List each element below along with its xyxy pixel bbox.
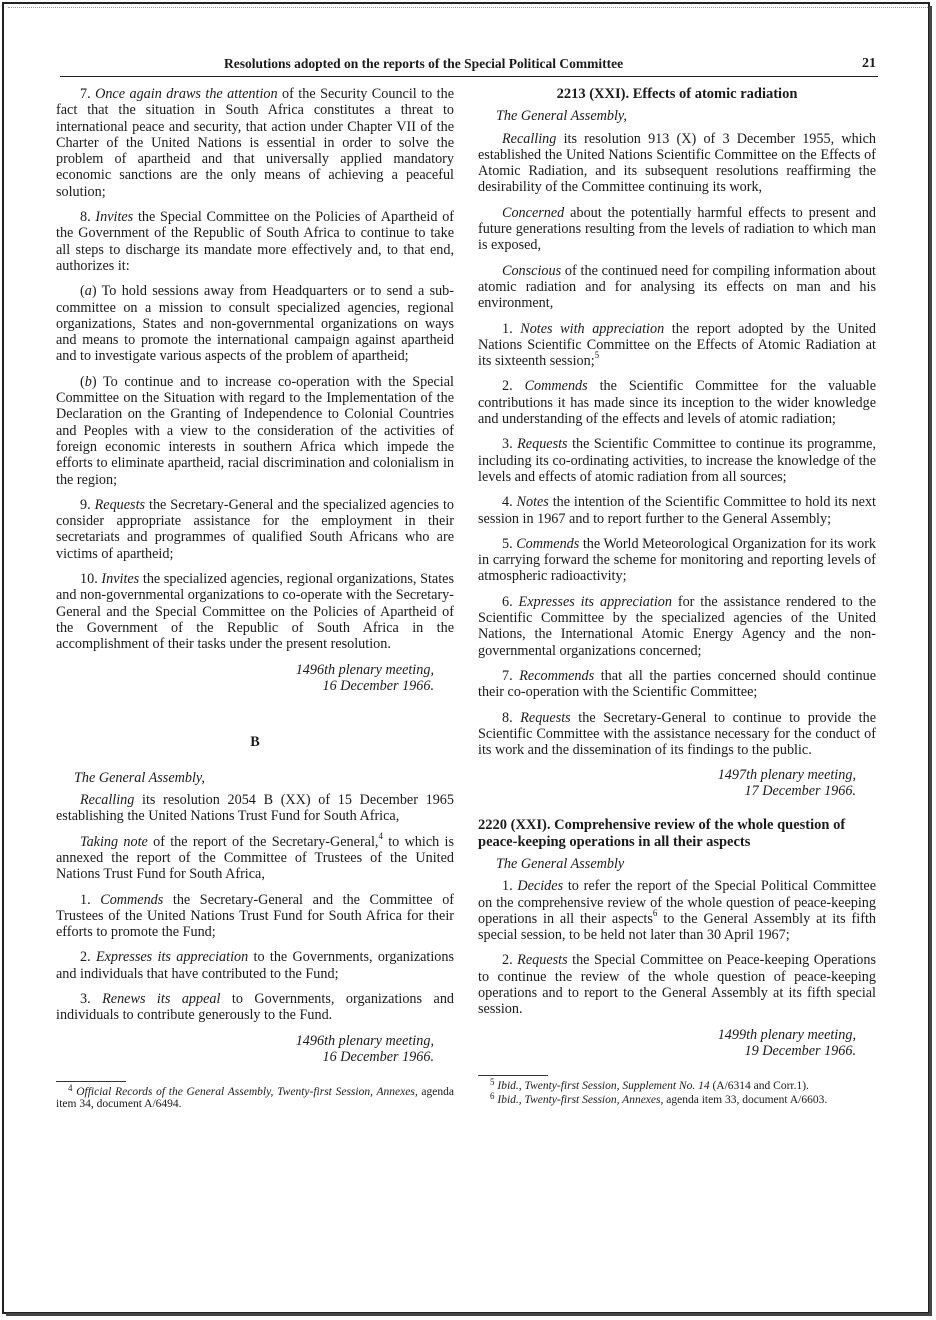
paragraph-2213-4: 4. Notes the intention of the Scientific Committee to hold its next session in 1967 and to report further to the General Assembly;: [478, 494, 876, 527]
general-assembly-2220: The General Assembly: [496, 855, 625, 872]
meeting-1496-a: 1496th plenary meeting, 16 December 1966.: [295, 661, 434, 694]
subparagraph-b: (b) To continue and to increase co-operation with the Special Committee on the Situation with regard to the Implementation of the Declaration on the Granting of Independence to Colonial Countries and Peoples with a view to the consideration of the activities of foreign economic interests in southern Africa which impede the efforts to eliminate apartheid, racial discrimination and colonialism in the region;: [56, 373, 454, 488]
footnote-6: $^6$ Ibid., Twenty-first Session, Annexes, agenda item 33, document A/6603.: [490, 1091, 828, 1107]
paragraph-2220-1: 1. Decides to refer the report of the Special Political Committee on the comprehensive review of the whole question of peace-keeping operations in all their aspects$^6$ to the General Assembly at its fifth special session, to be held not later than 30 April 1967;: [478, 878, 877, 944]
general-assembly-2213: The General Assembly,: [496, 108, 627, 125]
paragraph-b2: 2. Expresses its appreciation to the Governments, organizations and individuals that have contributed to the Fund;: [56, 949, 455, 982]
resolution-2213-title: 2213 (XXI). Effects of atomic radiation: [556, 86, 798, 102]
paragraph-7: 7. Once again draws the attention of the Security Council to the fact that the situation in South Africa constitutes a threat to international peace and security, that action under Chapter VII of the Charter of the United Nations is essential in order to solve the problem of apartheid and that universally applied mandatory economic sanctions are the only means of achieving a peaceful solution;: [56, 86, 454, 200]
taking-note-b: Taking note of the report of the Secretary-General,$^4$ to which is annexed the report of the Committee of Trustees of the United Nations Trust Fund for South Africa,: [56, 830, 454, 883]
running-title: Resolutions adopted on the reports of the Special Political Committee: [224, 56, 624, 71]
paragraph-10: 10. Invites the specialized agencies, regional organizations, States and non-governmental organizations to co-operate with the Secretary-General and the Special Committee on the Policies of Apartheid of the Government of the Republic of South Africa in the accomplishment of their tasks under the present resolution.: [56, 571, 454, 653]
recalling-b: Recalling its resolution 2054 B (XX) of 15 December 1965 establishing the United Nations Trust Fund for South Africa,: [56, 792, 454, 825]
footnote-4: $^4$ Official Records of the General Assembly, Twenty-first Session, Annexes, agenda item 34, document A/6494.: [56, 1082, 454, 1111]
scan-edge-line: [8, 7, 928, 8]
meeting-1499: 1499th plenary meeting, 19 December 1966.: [717, 1026, 856, 1059]
paragraph-2213-6: 6. Expresses its appreciation for the assistance rendered to the Scientific Committee by the specialized agencies of the United Nations, the International Atomic Energy Agency and the non-governmental organizations concerned;: [478, 593, 876, 659]
section-b-heading: B: [250, 733, 260, 750]
recalling-2213: Recalling its resolution 913 (X) of 3 December 1955, which established the United Nations Scientific Committee on the Effects of Atomic Radiation, and its subsequent resolutions reaffirming the desirability of the Committee continuing its work,: [478, 130, 876, 196]
paragraph-b3: 3. Renews its appeal to Governments, organizations and individuals to contribute generously to the Fund.: [56, 991, 455, 1024]
paragraph-b1: 1. Commends the Secretary-General and the Committee of Trustees of the United Nations Trust Fund for South Africa for their efforts to promote the Fund;: [56, 891, 455, 941]
meeting-1497: 1497th plenary meeting, 17 December 1966.: [717, 767, 856, 800]
running-header: [60, 54, 880, 74]
paragraph-2213-3: 3. Requests the Scientific Committee to continue its programme, including its co-ordinating activities, to increase the knowledge of the levels and effects of atomic radiation from all sources;: [478, 436, 877, 485]
left-column: [56, 86, 454, 1113]
page-number: 21: [862, 56, 876, 71]
paragraph-2220-2: 2. Requests the Special Committee on Peace-keeping Operations to continue the review of the whole question of peace-keeping operations and to report to the General Assembly at its fifth special session.: [478, 952, 877, 1018]
general-assembly-b: The General Assembly,: [74, 769, 205, 786]
paragraph-2213-7: 7. Recommends that all the parties concerned should continue their co-operation with the Scientific Committee;: [478, 667, 877, 701]
paragraph-2213-1: 1. Notes with appreciation the report adopted by the United Nations Scientific Committee on the Effects of Atomic Radiation at its sixteenth session;$^5$: [478, 320, 877, 370]
paragraph-2213-8: 8. Requests the Secretary-General to continue to provide the Scientific Committee with the assistance necessary for the conduct of its work and the dissemination of its findings to the public.: [478, 709, 876, 759]
footnote-5: $^5$ Ibid., Twenty-first Session, Supplement No. 14 (A/6314 and Corr.1).: [490, 1076, 809, 1092]
paragraph-9: 9. Requests the Secretary-General and the specialized agencies to consider appropriate assistance for the employment in their secretariats and programmes of qualified South Africans who are victims of apartheid;: [56, 496, 455, 562]
paragraph-8: 8. Invites the Special Committee on the Policies of Apartheid of the Government of the Republic of South Africa to continue to take all steps to discharge its mandate more effectively and, to that end, authorizes it:: [56, 209, 455, 274]
resolution-2220-title: 2220 (XXI). Comprehensive review of the whole question of peace-keeping operations in all their aspects: [478, 817, 846, 850]
right-column: [478, 86, 876, 1109]
footnote-rule-right: [478, 1075, 548, 1076]
concerned-2213: Concerned about the potentially harmful effects to present and future generations resulting from the levels of radiation to which man is exposed,: [478, 204, 876, 254]
paragraph-2213-2: 2. Commends the Scientific Committee for the valuable contributions it has made since its inception to the wider knowledge and understanding of the effects and levels of atomic radiation;: [478, 378, 876, 428]
subparagraph-a: (a) To hold sessions away from Headquarters or to send a sub-committee on a mission to consult specialized agencies, regional organizations, States and non-governmental organizations on ways and means to promote the international campaign against apartheid and to investigate various aspects of the problem of apartheid;: [56, 283, 454, 365]
conscious-2213: Conscious of the continued need for compiling information about atomic radiation and for analysing its effects on man and his environment,: [478, 262, 876, 312]
paragraph-2213-5: 5. Commends the World Meteorological Organization for its work in carrying forward the scheme for monitoring and reporting levels of atmospheric radioactivity;: [478, 535, 877, 585]
footnote-rule-left: [56, 1081, 126, 1082]
meeting-1496-b: 1496th plenary meeting, 16 December 1966.: [295, 1032, 434, 1065]
header-rule: [60, 76, 878, 77]
